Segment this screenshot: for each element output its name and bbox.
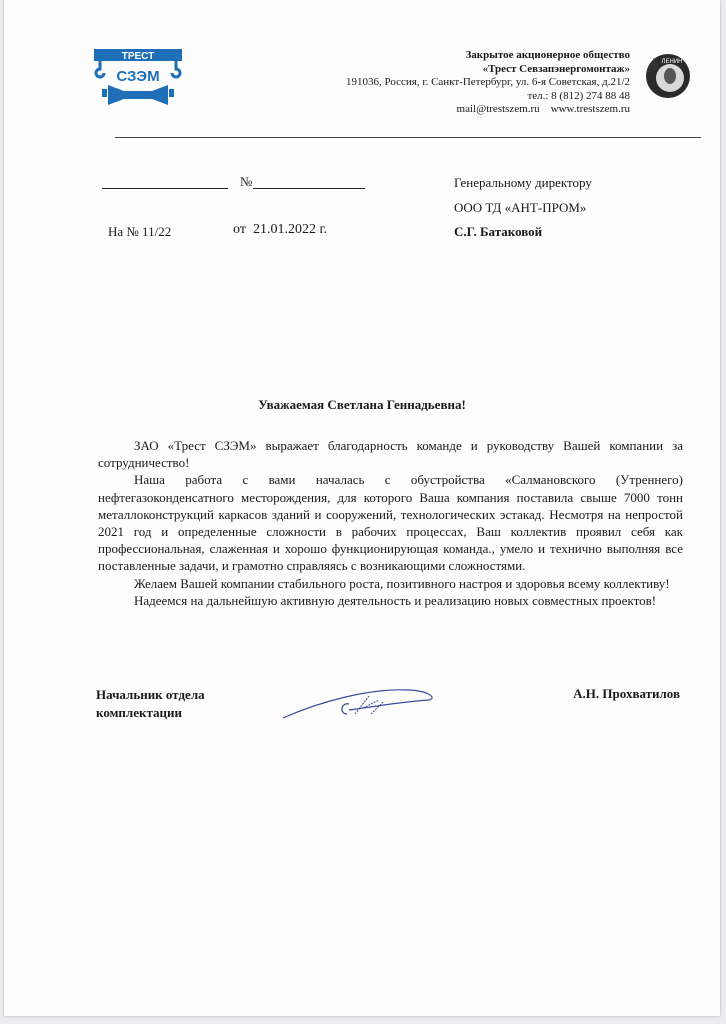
outgoing-number-line xyxy=(253,188,365,189)
reference-date: 21.01.2022 г. xyxy=(252,222,328,237)
letter-page xyxy=(4,0,720,1016)
paragraph: ЗАО «Трест СЗЭМ» выражает благодарность команде и руководству Вашей компании за сотрудничество! xyxy=(98,438,683,471)
salutation: Уважаемая Светлана Геннадьевна! xyxy=(258,397,466,412)
outgoing-date-line xyxy=(102,188,228,189)
signer-position-line1: Начальник отдела xyxy=(96,687,205,702)
company-name: «Трест Севзапэнергомонтаж» xyxy=(482,62,630,75)
company-address: 191036, Россия, г. Санкт-Петербург, ул. 6-я Советская, д.21/2 xyxy=(345,76,630,88)
company-header xyxy=(346,49,630,117)
logo-main-text: СЗЭМ xyxy=(116,68,160,85)
badge-text: ЛЕНИН xyxy=(661,59,683,65)
letter-body xyxy=(98,437,683,609)
reference-number: На № 11/22 xyxy=(108,224,172,239)
company-phone: тел.: 8 (812) 274 88 48 xyxy=(527,89,630,102)
lenin-order-icon xyxy=(640,48,696,104)
signer-position-line2: комплектации xyxy=(96,705,182,720)
company-type: Закрытое акционерное общество xyxy=(465,49,630,61)
handwritten-signature xyxy=(279,680,439,722)
logo-top-text: ТРЕСТ xyxy=(121,51,155,62)
recipient-company: ООО ТД «АНТ-ПРОМ» xyxy=(454,200,587,215)
company-website: www.trestszem.ru xyxy=(550,103,630,115)
paragraph: Наша работа с вами началась с обустройства «Салмановского (Утреннего) нефтегазоконденсатного месторождения, для которого Ваша компания поставила свыше 7000 тонн металлоконструкций каркасов зданий и сооружений, технологических эстакад. Несмотря на непростой 2021 год и определенные сложности в рабочих процессах, Ваш коллектив проявил себя как профессиональная, слаженная и хорошо функционирующая команда., умело и технично выполняя все поставленные задачи, и грамотно справляясь с возникающими сложностями. xyxy=(98,472,683,574)
company-logo xyxy=(90,47,186,109)
signer-name: А.Н. Прохватилов xyxy=(573,686,680,701)
paragraph: Надеемся на дальнейшую активную деятельность и реализацию новых совместных проектов! xyxy=(134,592,657,608)
company-email: mail@trestszem.ru xyxy=(456,103,540,115)
recipient-name: С.Г. Батаковой xyxy=(454,224,543,239)
outgoing-number-sign: № xyxy=(240,174,253,189)
recipient-position: Генеральному директору xyxy=(454,175,592,190)
signer-position xyxy=(96,686,205,722)
header-divider xyxy=(115,137,701,138)
reference-date-label: от xyxy=(233,222,246,237)
paragraph: Желаем Вашей компании стабильного роста, позитивного настроя и здоровья всему коллективу! xyxy=(134,575,670,591)
